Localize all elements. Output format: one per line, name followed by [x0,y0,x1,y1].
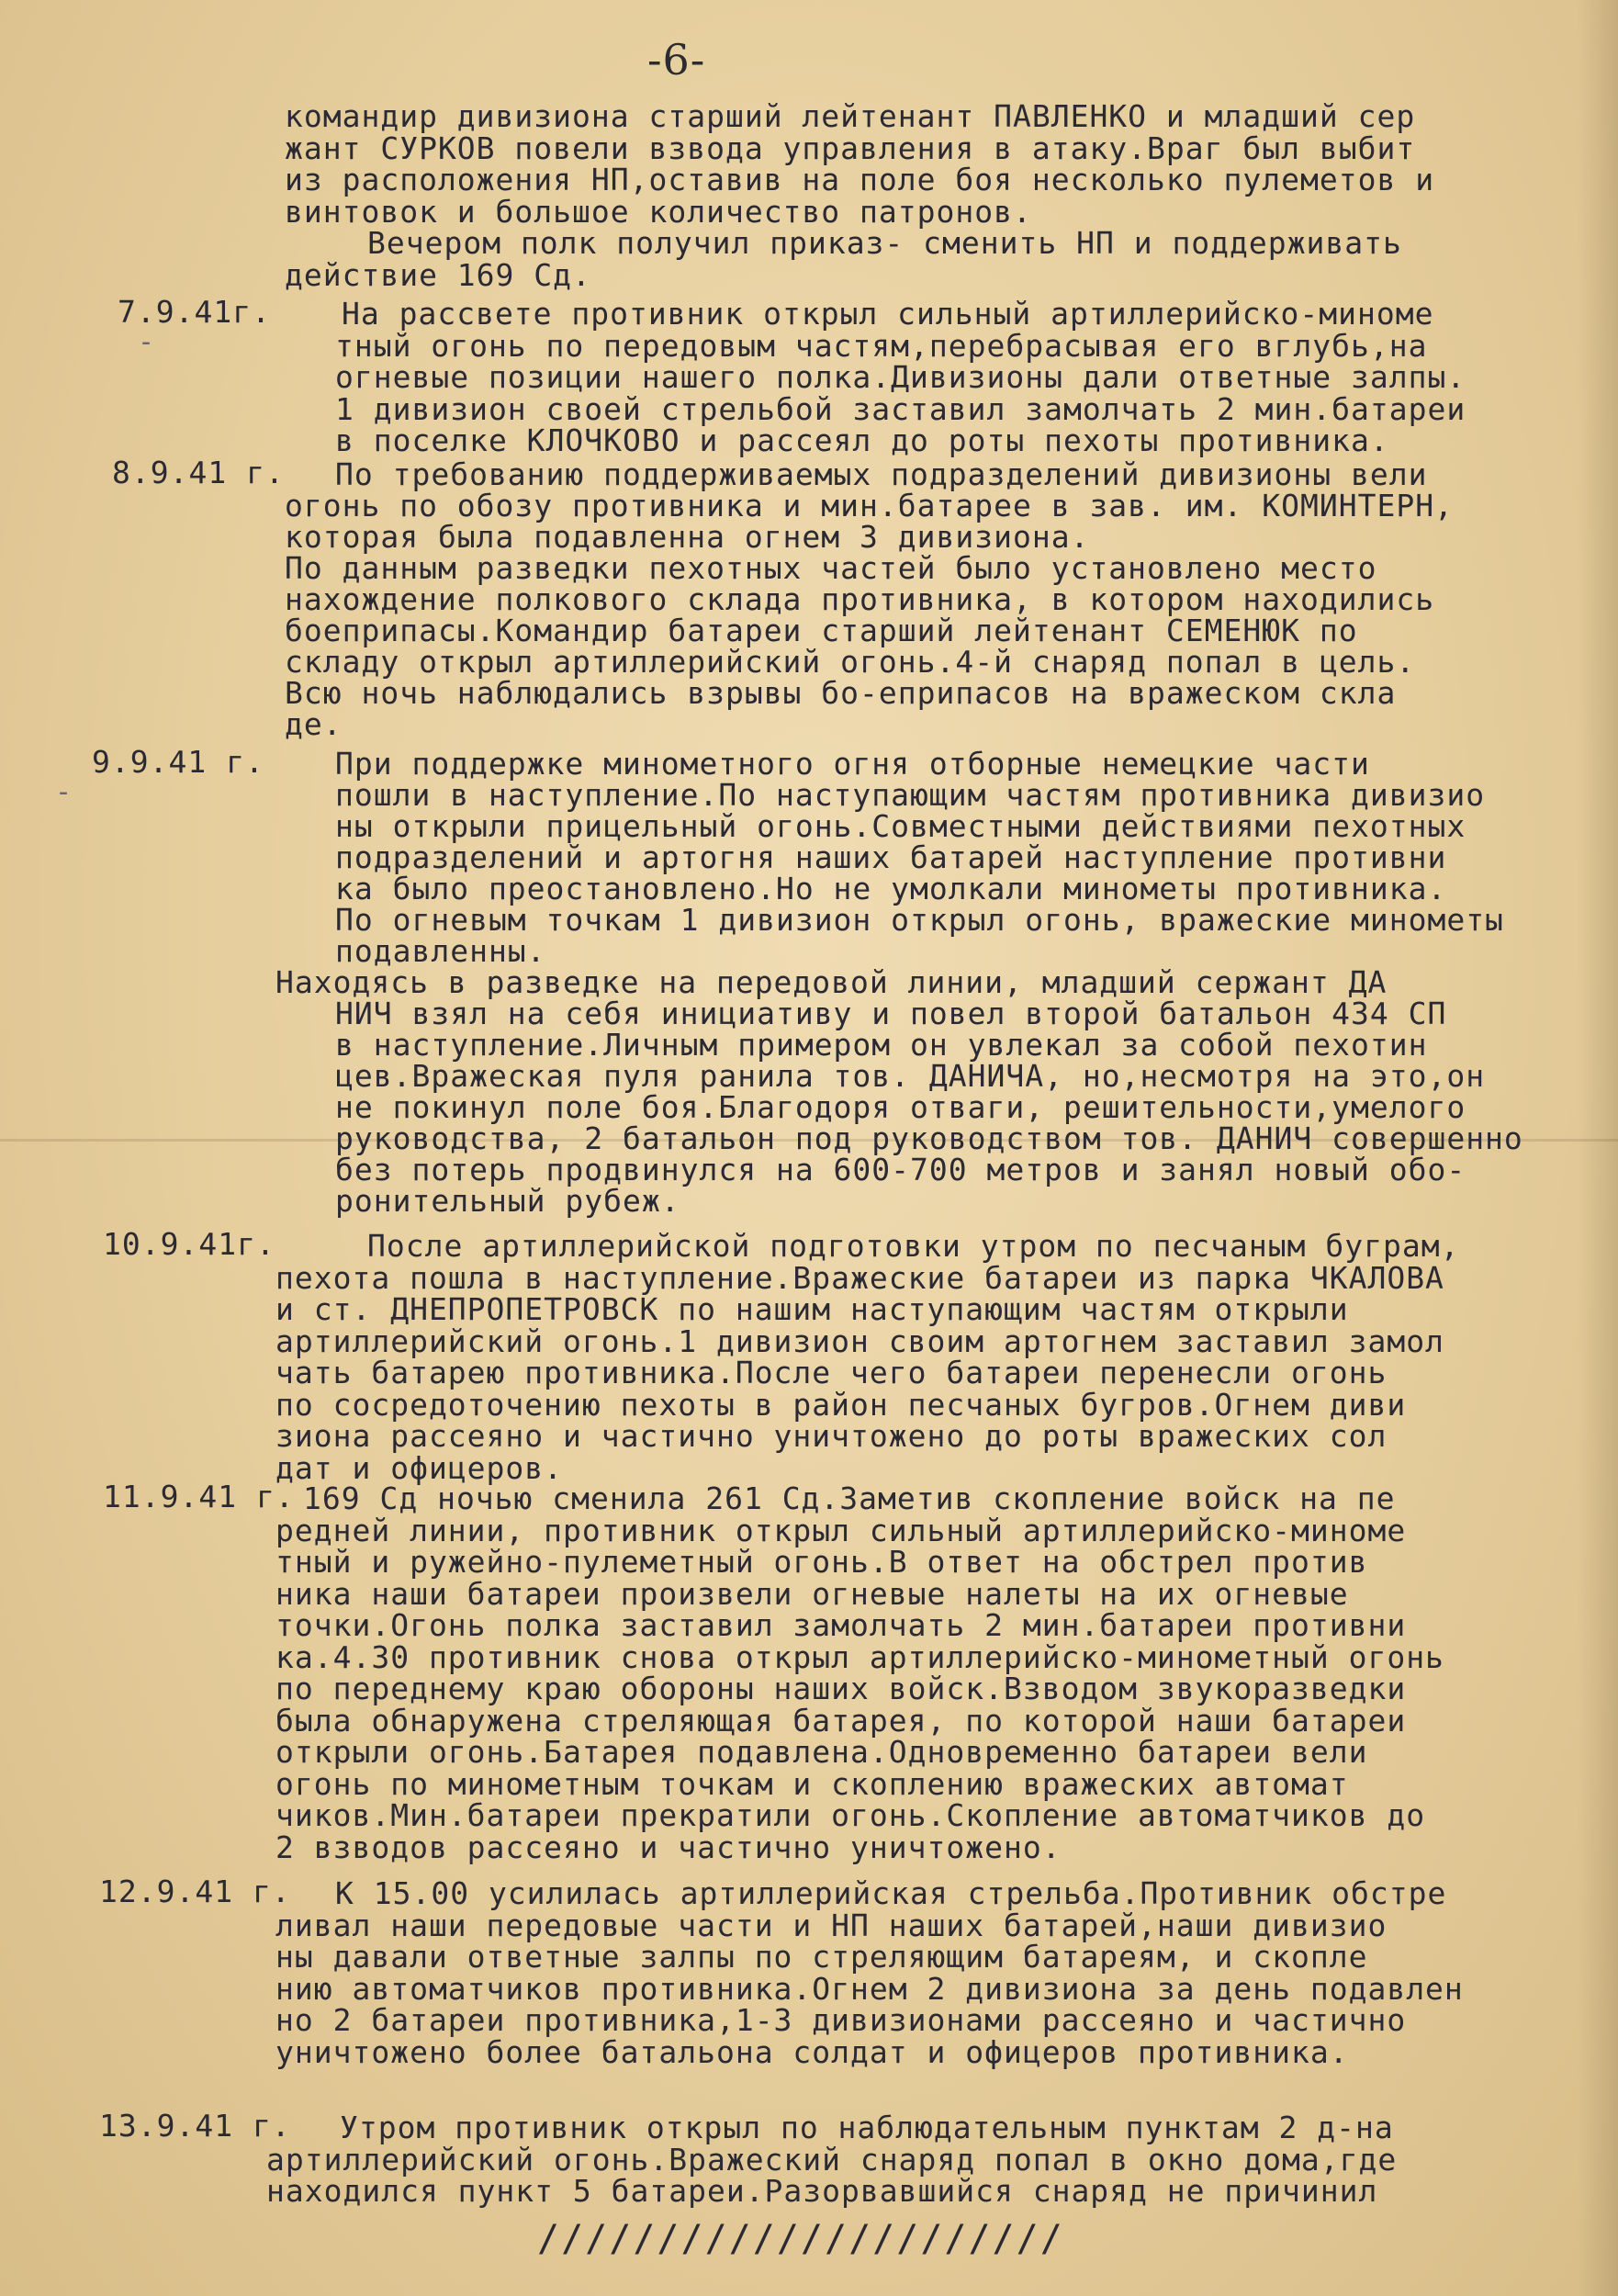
text-line: артиллерийский огонь.1 дивизион своим артогнем заставил замол [275,1322,1444,1359]
text-line: подразделений и артогня наших батарей наступление противни [335,839,1447,875]
text-line: чать батарею противника.После чего батареи перенесли огонь [275,1355,1388,1390]
text-line: в наступление.Личным примером он увлекал за собой пехотин [335,1027,1428,1063]
text-line: 169 Сд ночью сменила 261 Сд.Заметив скопление войск на пе [303,1480,1396,1516]
text-line: По огневым точкам 1 дивизион открыл огонь, вражеские минометы [335,902,1504,938]
entry-date: 9.9.41 г. [92,744,264,780]
entry-date: 12.9.41 г. [99,1874,291,1909]
text-line: и ст. ДНЕПРОПЕТРОВСК по нашим наступающим частям открыли [275,1291,1349,1327]
text-line: по переднему краю обороны наших войск.Взводом звукоразведки [275,1671,1407,1706]
text-line: ны давали ответные залпы по стреляющим батареям, и скопле [275,1939,1368,1975]
text-line: После артиллерийской подготовки утром по песчаным буграм, [367,1228,1460,1264]
text-line: ка было преостановлено.Но не умолкали минометы противника. [335,871,1447,906]
page-edge-shadow [1578,0,1618,2296]
margin-dash: - [55,776,73,808]
text-line: 2 взводов рассеяно и частично уничтожено. [275,1829,1062,1865]
text-line: пошли в наступление.По наступающим частям противника дивизио [335,777,1486,813]
text-line: винтовок и большое количество патронов. [285,193,1032,230]
text-line: Всю ночь наблюдались взрывы бо-еприпасов на вражеском скла [285,675,1397,711]
entry-date: 11.9.41 г. [103,1479,295,1514]
text-line: но 2 батареи противника,1-3 дивизионами рассеяно и частично [275,2002,1407,2038]
text-line: складу открыл артиллерийский огонь.4-й снаряд попал в цель. [285,644,1416,680]
text-line: нахождение полкового склада противника, в котором находились [285,581,1435,617]
text-line: открыли огонь.Батарея подавлена.Одновременно батареи вели [275,1734,1368,1770]
text-line: зиона рассеяно и частично уничтожено до роты вражеских сол [275,1418,1388,1454]
text-line: была обнаружена стреляющая батарея, по которой наши батареи [275,1702,1407,1739]
page-number: -6- [647,35,706,84]
text-line: ника наши батареи произвели огневые налеты на их огневые [275,1575,1349,1612]
text-line: без потерь продвинулся на 600-700 метров и занял новый обо- [335,1152,1466,1187]
text-line: боеприпасы.Командир батареи старший лейтенант СЕМЕНЮК по [285,613,1358,648]
text-line: На рассвете противник открыл сильный артиллерийско-миноме [342,296,1434,332]
text-line: нию автоматчиков противника.Огнем 2 дивизиона за день подавлен [275,1970,1464,2007]
text-line: артиллерийский огонь.Вражеский снаряд попал в окно дома,где [266,2141,1398,2178]
text-line: в поселке КЛОЧКОВО и рассеял до роты пехоты противника. [335,422,1389,458]
entry-date: 7.9.41г. [118,294,271,330]
text-line: подавленны. [335,933,546,969]
text-line: жант СУРКОВ повели взвода управления в атаку.Враг был выбит [285,129,1416,166]
text-line: ливал наши передовые части и НП наших батарей,наши дивизио [275,1907,1388,1943]
entry-date: 10.9.41г. [103,1226,275,1262]
text-line: точки.Огонь полка заставил замолчать 2 мин.батареи противни [275,1607,1407,1643]
text-line: цев.Вражеская пуля ранила тов. ДАНИЧА, но,несмотря на это,он [335,1058,1486,1094]
text-line: По данным разведки пехотных частей было установлено место [285,550,1377,586]
text-line: огонь по обозу противника и мин.батарее в зав. им. КОМИНТЕРН, [285,488,1454,523]
text-line: огневые позиции нашего полка.Дивизионы дали ответные залпы. [335,359,1466,395]
text-line: руководства, 2 батальон под руководством тов. ДАНИЧ совершенно [335,1120,1523,1156]
text-line: находился пункт 5 батареи.Разорвавшийся снаряд не причинил [266,2173,1378,2209]
text-line: по сосредоточению пехоты в район песчаных бугров.Огнем диви [275,1386,1407,1423]
text-line: дат и офицеров. [275,1449,564,1486]
text-line: тный огонь по передовым частям,перебрасывая его вглубь,на [335,327,1428,364]
text-line: огонь по минометным точкам и скоплению вражеских автомат [275,1765,1349,1802]
text-line: редней линии, противник открыл сильный артиллерийско-миноме [275,1512,1407,1548]
text-line: пехота пошла в наступление.Вражеские батареи из парка ЧКАЛОВА [275,1259,1444,1296]
text-line: уничтожено более батальона солдат и офицеров противника. [275,2033,1349,2070]
text-line: действие 169 Сд. [285,256,591,293]
text-line: тный и ружейно-пулеметный огонь.В ответ на обстрел против [275,1544,1368,1580]
text-line: Находясь в разведке на передовой линии, младший сержант ДА [275,964,1388,1000]
text-line: ка.4.30 противник снова открыл артиллерийско-минометный огонь [275,1638,1444,1675]
end-separator: ////////////////////// [537,2218,1064,2260]
text-line: не покинул поле боя.Благодоря отваги, решительности,умелого [335,1089,1466,1125]
entry-date: 8.9.41 г. [112,455,285,490]
text-line: ронительный рубеж. [335,1183,680,1219]
text-line: НИЧ взял на себя инициативу и повел второй батальон 434 СП [335,996,1447,1031]
text-line: Вечером полк получил приказ- сменить НП и поддерживать [367,225,1402,261]
text-line: 1 дивизион своей стрельбой заставил замолчать 2 мин.батареи [335,390,1466,427]
margin-dash: - [138,326,156,358]
text-line: Утром противник открыл по наблюдательным пунктам 2 д-на [340,2110,1394,2145]
text-line: из расположения НП,оставив на поле боя несколько пулеметов и [285,162,1435,197]
entry-date: 13.9.41 г. [99,2108,291,2144]
text-line: которая была подавленна огнем 3 дивизиона. [285,519,1090,555]
text-line: По требованию поддерживаемых подразделений дивизионы вели [335,456,1428,492]
text-line: При поддержке минометного огня отборные немецкие части [335,746,1370,782]
text-line: ны открыли прицельный огонь.Совместными действиями пехотных [335,808,1466,844]
text-line: К 15.00 усилилась артиллерийская стрельба.Противник обстре [335,1875,1447,1911]
text-line: командир дивизиона старший лейтенант ПАВЛЕНКО и младший сер [285,98,1416,134]
text-line: де. [285,706,343,742]
text-line: чиков.Мин.батареи прекратили огонь.Скопление автоматчиков до [275,1797,1426,1833]
